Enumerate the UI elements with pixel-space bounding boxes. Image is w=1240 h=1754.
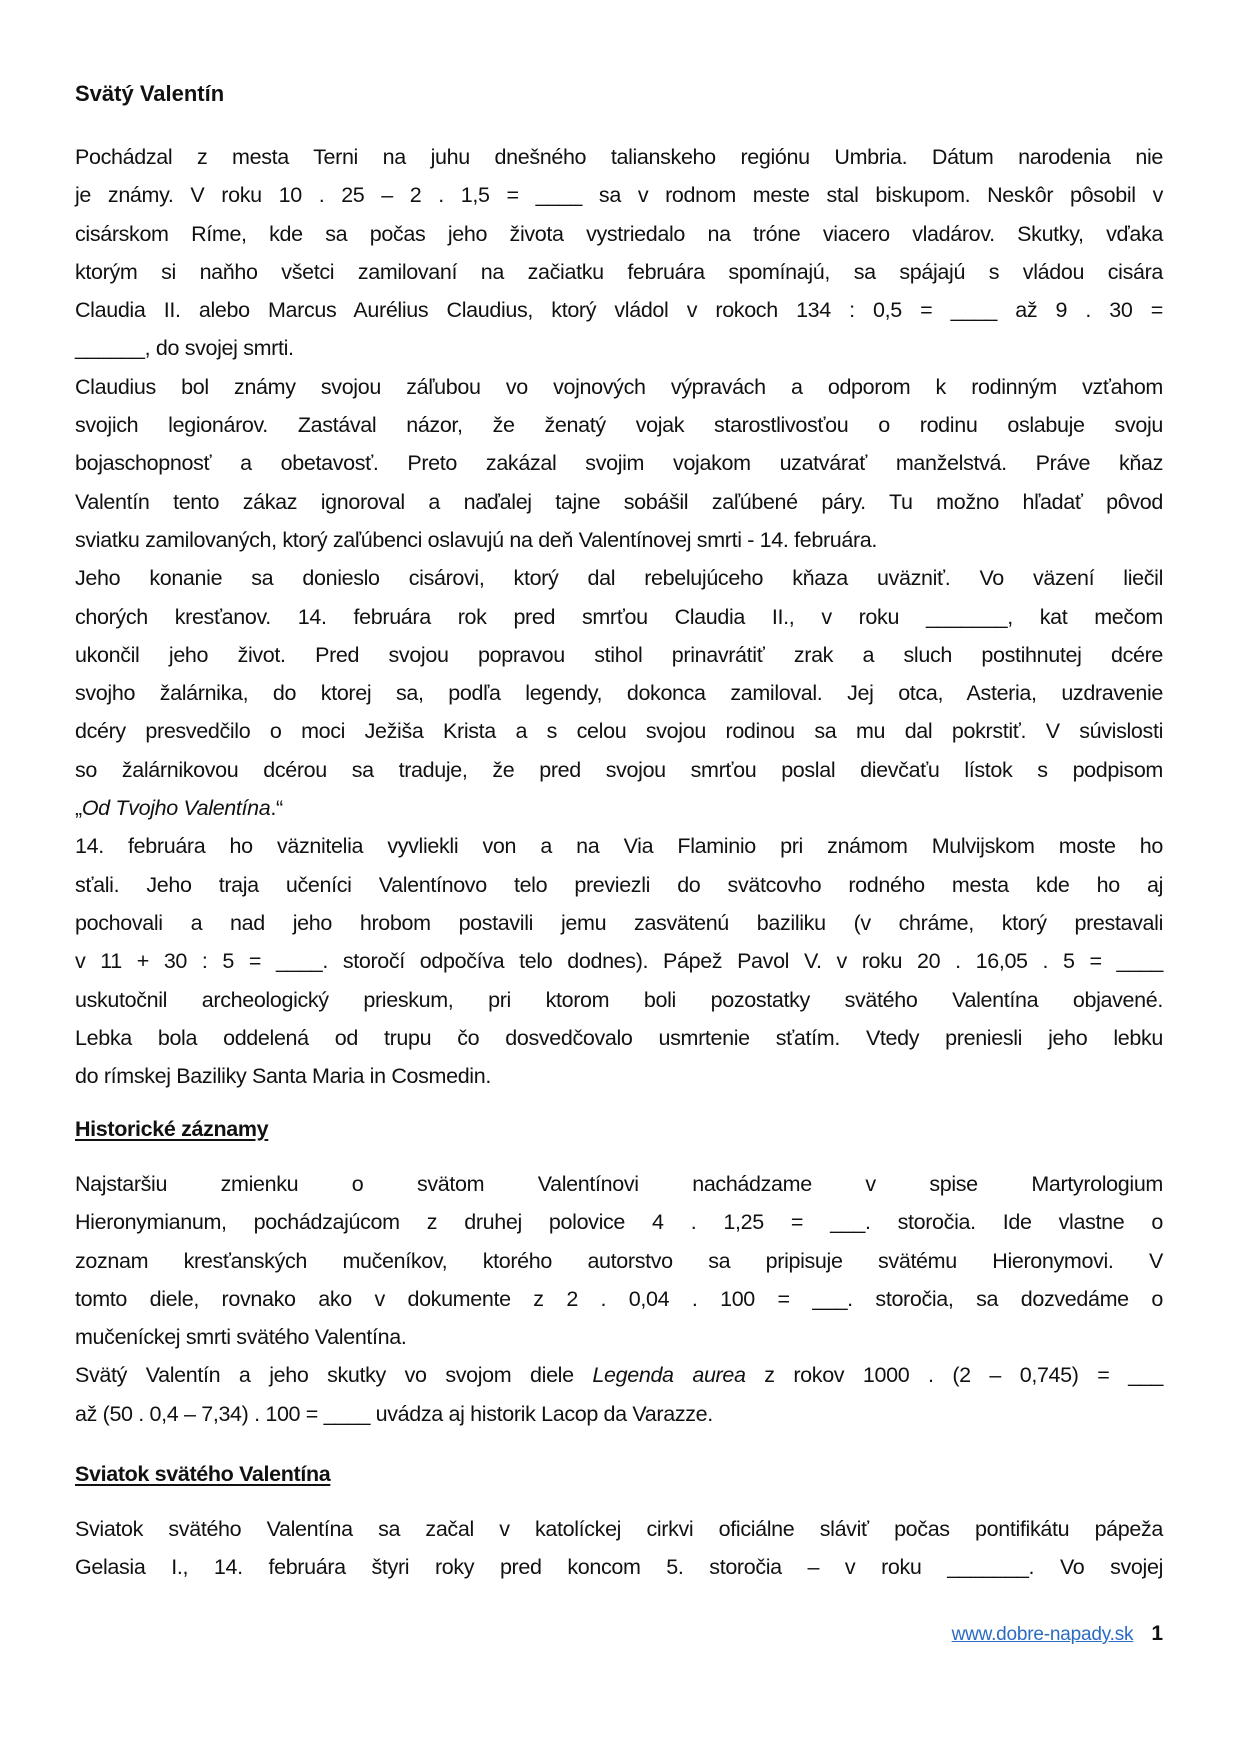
text-line: svojho žalárnika, do ktorej sa, podľa legendy, dokonca zamiloval. Jej otca, Asteria, uzdravenie	[75, 681, 1163, 706]
legenda-line	[75, 1356, 1163, 1394]
text-line: až (50 . 0,4 – 7,34) . 100 = ____ uvádza aj historik Lacop da Varazze.	[75, 1401, 713, 1426]
text-line: Hieronymianum, pochádzajúcom z druhej polovice 4 . 1,25 = ___. storočia. Ide vlastne o	[75, 1210, 1163, 1235]
text-line: Jeho konanie sa donieslo cisárovi, ktorý dal rebelujúceho kňaza uväzniť. Vo väzení liečil	[75, 566, 1163, 591]
text-line: zoznam kresťanských mučeníkov, ktorého autorstvo sa pripisuje svätému Hieronymovi. V	[75, 1248, 1163, 1273]
text-line: Claudia II. alebo Marcus Aurélius Claudius, ktorý vládol v rokoch 134 : 0,5 = ____ až 9 . 30 =	[75, 298, 1163, 323]
page-number: 1	[1151, 1622, 1163, 1645]
document-title: Svätý Valentín	[75, 81, 225, 106]
website-link[interactable]: www.dobre-napady.sk	[951, 1624, 1134, 1645]
text-line: tomto diele, rovnako ako v dokumente z 2 . 0,04 . 100 = ___. storočia, sa dozvedáme o	[75, 1286, 1163, 1311]
text-line: pochovali a nad jeho hrobom postavili jemu zasvätenú baziliku (v chráme, ktorý prestavali	[75, 910, 1163, 935]
text-line: Lebka bola oddelená od trupu čo dosvedčovalo usmrtenie sťatím. Vtedy preniesli jeho lebku	[75, 1025, 1163, 1050]
text-line: ktorým si naňho všetci zamilovaní na začiatku februára spomínajú, sa spájajú s vládou cisára	[75, 259, 1163, 284]
text-line: uskutočnil archeologický prieskum, pri ktorom boli pozostatky svätého Valentína objavené.	[75, 987, 1163, 1012]
legenda-italic: Legenda aurea	[592, 1363, 746, 1388]
text-line: so žalárnikovou dcérou sa traduje, že pred svojou smrťou poslal dievčaťu lístok s podpisom	[75, 757, 1163, 782]
text-line: sťali. Jeho traja učeníci Valentínovo telo previezli do svätcovho rodného mesta kde ho aj	[75, 872, 1163, 897]
signature-line: „Od Tvojho Valentína.“	[75, 796, 283, 821]
section-sviatok	[75, 1510, 1163, 1587]
text-line: ukončil jeho život. Pred svojou popravou stihol prinavrátiť zrak a sluch postihnutej dcére	[75, 642, 1163, 667]
text-line: sviatku zamilovaných, ktorý zaľúbenci oslavujú na deň Valentínovej smrti - 14. februára.	[75, 527, 878, 552]
section-intro	[75, 138, 1163, 1095]
text-line: Valentín tento zákaz ignoroval a naďalej tajne sobášil zaľúbené páry. Tu možno hľadať pôvod	[75, 489, 1163, 514]
text-line: svojich legionárov. Zastával názor, že ženatý vojak starostlivosťou o rodinu oslabuje svoju	[75, 413, 1163, 438]
text-line: 14. februára ho väznitelia vyvliekli von a na Via Flaminio pri známom Mulvijskom moste ho	[75, 834, 1163, 859]
legenda-prefix: Svätý Valentín a jeho skutky vo svojom diele	[75, 1363, 593, 1388]
text-line: Sviatok svätého Valentína sa začal v katolíckej cirkvi oficiálne sláviť počas pontifikátu pápeža	[75, 1517, 1163, 1541]
text-line: Claudius bol známy svojou záľubou vo vojnových výpravách a odporom k rodinným vzťahom	[75, 374, 1163, 399]
text-line: ______, do svojej smrti.	[75, 336, 294, 361]
text-line: v 11 + 30 : 5 = ____. storočí odpočíva telo dodnes). Pápež Pavol V. v roku 20 . 16,05 . 5 = ____	[75, 949, 1163, 974]
text-line: dcéry presvedčilo o moci Ježiša Krista a s celou svojou rodinou sa mu dal pokrstiť. V súvislosti	[75, 719, 1163, 744]
signature-italic: Od Tvojho Valentína	[81, 796, 271, 821]
text-line: je známy. V roku 10 . 25 – 2 . 1,5 = ____ sa v rodnom meste stal biskupom. Neskôr pôsobil v	[75, 183, 1163, 208]
text-line: Najstaršiu zmienku o svätom Valentínovi nachádzame v spise Martyrologium	[75, 1172, 1163, 1196]
text-line: do rímskej Baziliky Santa Maria in Cosmedin.	[75, 1064, 491, 1089]
text-line: cisárskom Ríme, kde sa počas jeho života vystriedalo na tróne viacero vladárov. Skutky, vďaka	[75, 221, 1163, 246]
legenda-suffix: z rokov 1000 . (2 – 0,745) = ___	[745, 1363, 1163, 1388]
text-line: chorých kresťanov. 14. februára rok pred smrťou Claudia II., v roku _______, kat mečom	[75, 604, 1163, 629]
text-line: mučeníckej smrti svätého Valentína.	[75, 1325, 407, 1350]
page-footer	[952, 1622, 1163, 1646]
text-line: bojaschopnosť a obetavosť. Preto zakázal svojim vojakom uzatvárať manželstvá. Práve kňaz	[75, 451, 1163, 476]
text-line: Gelasia I., 14. februára štyri roky pred koncom 5. storočia – v roku _______. Vo svojej	[75, 1555, 1163, 1580]
text-line: Pochádzal z mesta Terni na juhu dnešného talianskeho regiónu Umbria. Dátum narodenia nie	[75, 145, 1163, 169]
section-heading-sviatok: Sviatok svätého Valentína	[75, 1462, 331, 1486]
section-heading-historicke-zaznamy: Historické záznamy	[75, 1117, 269, 1141]
section-historicke-zaznamy	[75, 1165, 1163, 1433]
